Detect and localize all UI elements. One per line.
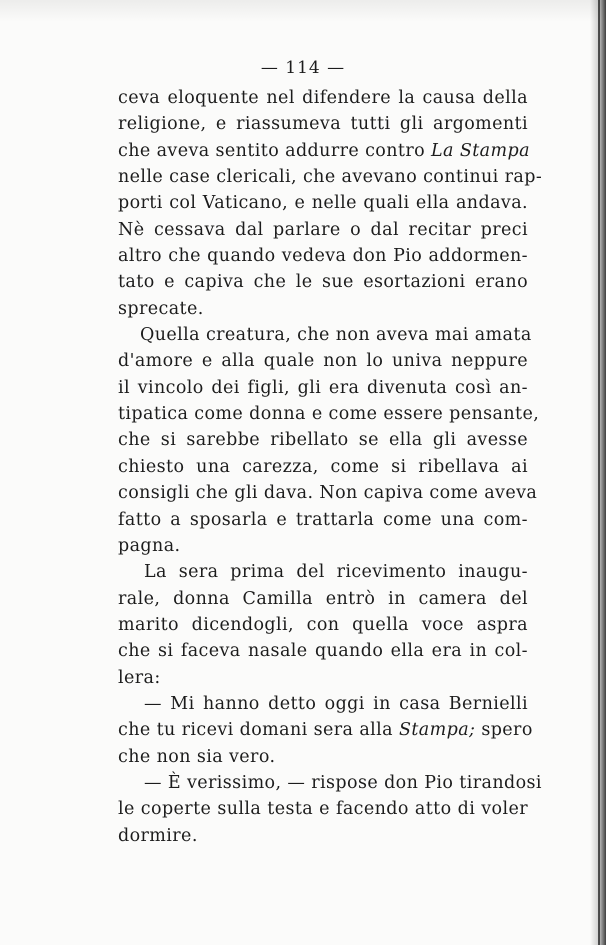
- text-line-9: sprecate.: [118, 298, 204, 319]
- text-line-12: il vincolo dei figli, gli era divenuta così an-: [118, 377, 528, 398]
- body-text: [118, 85, 543, 849]
- text-line-27: — È verissimo, — rispose don Pio tirandosi: [144, 772, 542, 793]
- text-line-20: rale, donna Camilla entrò in camera del: [118, 588, 528, 609]
- text-line-25-end: spero: [481, 720, 533, 741]
- text-line-3: [118, 138, 528, 164]
- text-line-2: religione, e riassumeva tutti gli argomenti: [118, 114, 528, 135]
- text-line-29: dormire.: [118, 825, 198, 846]
- text-line-22: che si faceva nasale quando ella era in col-: [118, 641, 528, 662]
- italic-la-stampa: La Stampa: [431, 140, 530, 161]
- text-line-16: consigli che gli dava. Non capiva come aveva: [118, 483, 538, 504]
- page-number: — 114 —: [260, 58, 346, 78]
- text-line-3-main: che aveva sentito addurre contro: [118, 140, 426, 161]
- page-edge-line: [598, 0, 600, 945]
- text-line-5: porti col Vaticano, e nelle quali ella andava.: [118, 193, 528, 214]
- text-line-18: pagna.: [118, 535, 181, 556]
- text-line-25: [118, 717, 533, 743]
- text-line-10: Quella creatura, che non aveva mai amata: [140, 325, 532, 346]
- text-line-17: fatto a sposarla e trattarla come una com-: [118, 509, 528, 530]
- text-line-28: le coperte sulla testa e facendo atto di voler: [118, 799, 528, 820]
- text-line-25-main: che tu ricevi domani sera alla: [118, 720, 393, 741]
- text-line-15: chiesto una carezza, come si ribellava ai: [118, 456, 528, 477]
- text-line-1: ceva eloquente nel difendere la causa della: [118, 88, 528, 108]
- text-line-19: La sera prima del ricevimento inaugu-: [144, 562, 528, 583]
- text-line-24: — Mi hanno detto oggi in casa Bernielli: [144, 693, 528, 714]
- text-line-7: altro che quando vedeva don Pio addormen-: [118, 246, 528, 267]
- text-line-26: che non sia vero.: [118, 746, 276, 767]
- text-line-6: Nè cessava dal parlare o dal recitar preci: [118, 219, 528, 240]
- text-line-13: tipatica come donna e come essere pensante,: [118, 404, 540, 425]
- text-line-21: marito dicendogli, con quella voce aspra: [118, 614, 528, 635]
- italic-stampa: Stampa;: [398, 720, 476, 741]
- text-line-23: lera:: [118, 667, 161, 688]
- text-line-8: tato e capiva che le sue esortazioni erano: [118, 272, 528, 293]
- scan-top-shade: [0, 0, 606, 22]
- text-line-11: d'amore e alla quale non lo univa neppure: [118, 351, 528, 372]
- text-line-4: nelle case clericali, che avevano continui rap-: [118, 167, 543, 188]
- text-line-14: che si sarebbe ribellato se ella gli avesse: [118, 430, 528, 451]
